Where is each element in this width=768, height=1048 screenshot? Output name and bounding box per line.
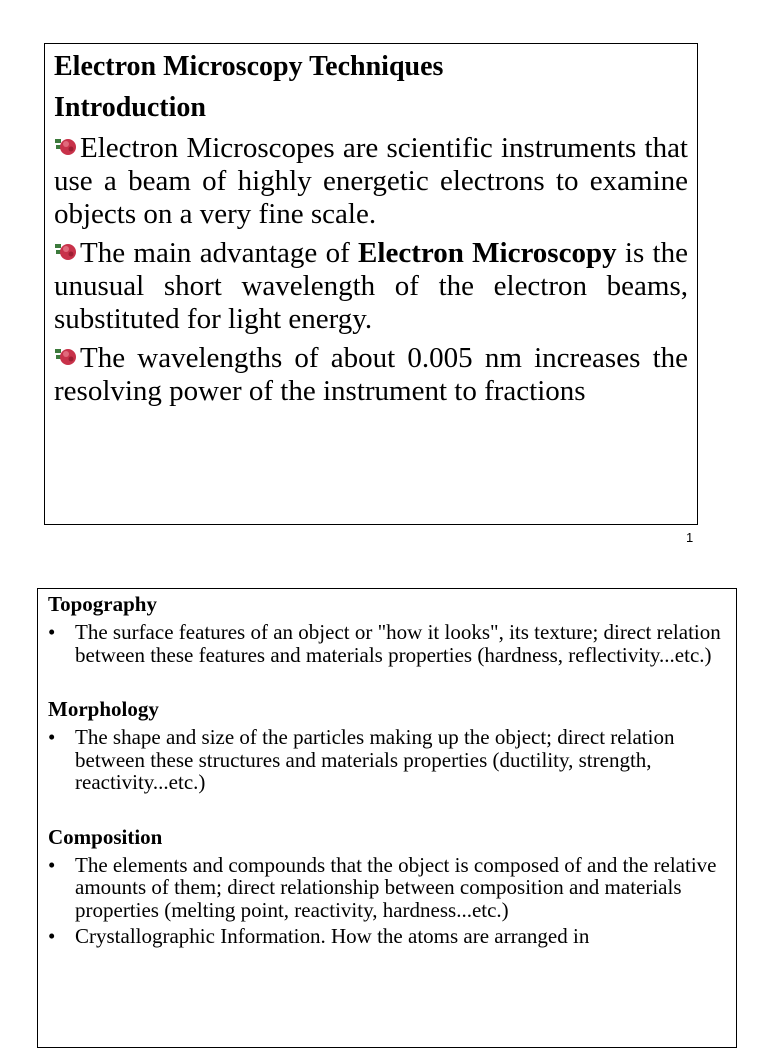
paragraph-1 — [54, 132, 688, 231]
flower-bullet-icon — [54, 136, 78, 158]
section-morphology — [48, 696, 726, 794]
bullet-list — [48, 621, 726, 666]
list-item-text: Crystallographic Information. How the atoms are arranged in — [75, 924, 590, 948]
page-number: 1 — [686, 530, 694, 545]
flower-bullet-icon — [54, 241, 78, 263]
paragraph-3-text: The wavelengths of about 0.005 nm increases the resolving power of the instrument to fractions — [54, 342, 688, 407]
bullet-list — [48, 854, 726, 948]
list-item-text: The shape and size of the particles making up the object; direct relation between these structures and materials properties (ductility, strength, reactivity...etc.) — [75, 725, 675, 794]
section-heading: Composition — [48, 824, 163, 849]
list-item — [48, 726, 726, 794]
paragraph-2-pre: The main advantage of — [80, 237, 359, 269]
section-composition — [48, 824, 726, 948]
section-heading: Morphology — [48, 697, 159, 721]
list-item — [48, 854, 726, 922]
list-item-text: The elements and compounds that the object is composed of and the relative amounts of them; direct relationship between composition and materials properties (melting point, reactivity, hardness...etc.) — [75, 852, 717, 922]
bullet-list — [48, 726, 726, 794]
section-topography — [48, 591, 726, 666]
bullet-dot-icon: • — [48, 852, 56, 877]
bullet-dot-icon: • — [48, 924, 56, 948]
list-item — [48, 925, 726, 948]
list-item-text: The surface features of an object or "how it looks", its texture; direct relation between these features and materials properties (hardness, reflectivity...etc.) — [75, 620, 721, 667]
bullet-dot-icon: • — [48, 725, 56, 749]
paragraph-2-post: is the unusual short wavelength of the electron beams, substituted for light energy. — [54, 237, 688, 335]
section-heading: Topography — [48, 592, 157, 616]
slide-title: Electron Microscopy Techniques — [54, 51, 444, 82]
flower-bullet-icon — [54, 346, 78, 368]
paragraph-3 — [54, 342, 688, 408]
slide-2 — [37, 588, 737, 1048]
bullet-dot-icon: • — [48, 620, 56, 644]
slide-1 — [44, 43, 698, 525]
paragraph-2-bold: Electron Microscopy — [358, 237, 617, 269]
paragraph-1-text: Electron Microscopes are scientific instruments that use a beam of highly energetic electrons to examine objects on a very fine scale. — [54, 132, 688, 230]
paragraph-2 — [54, 237, 688, 336]
slide-subtitle: Introduction — [54, 92, 206, 123]
list-item — [48, 621, 726, 666]
